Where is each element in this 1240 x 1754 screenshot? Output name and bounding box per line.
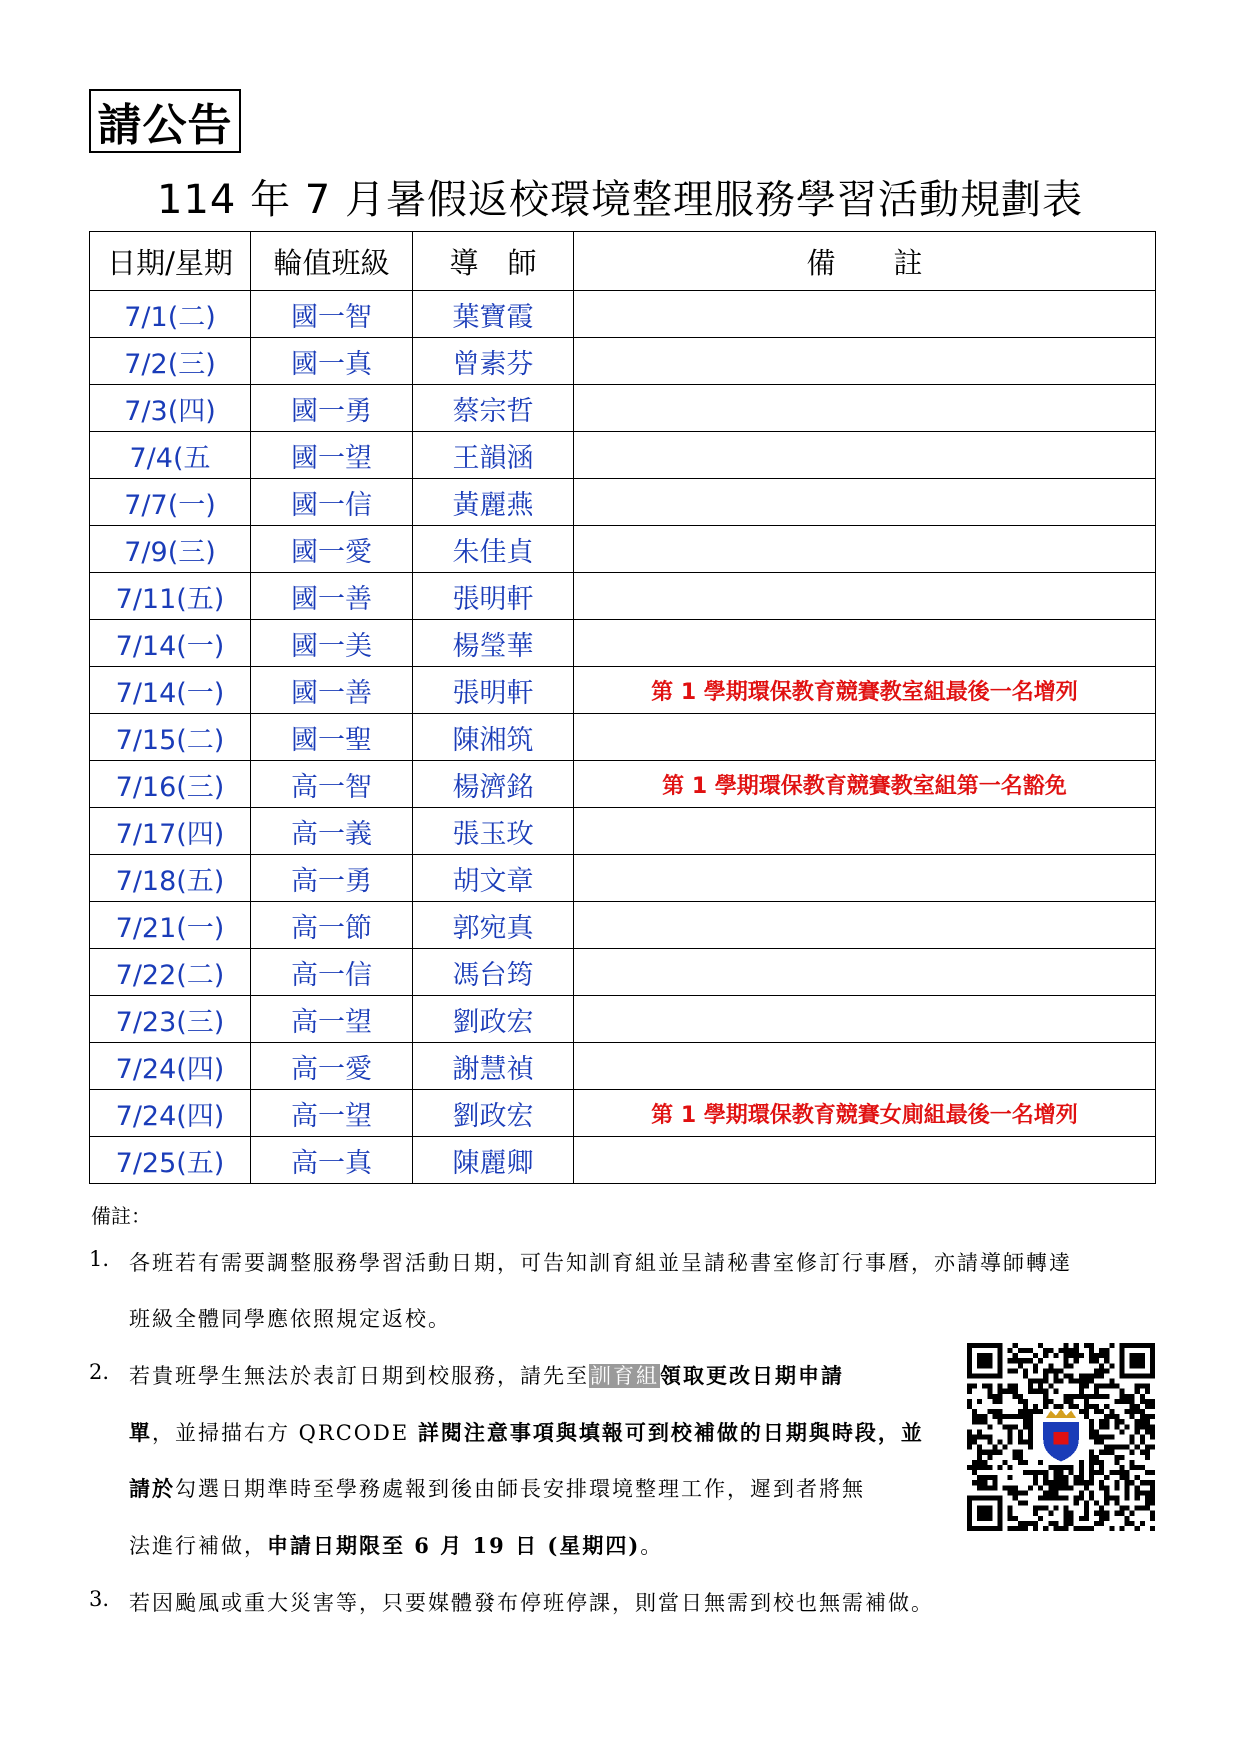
date-cell: 7/14(一) <box>90 620 251 667</box>
teacher-cell: 謝慧禎 <box>413 1043 574 1090</box>
remark-cell <box>574 996 1156 1043</box>
date-cell: 7/22(二) <box>90 949 251 996</box>
date-cell: 7/4(五 <box>90 432 251 479</box>
class-cell: 高一節 <box>251 902 413 949</box>
remark-cell <box>574 949 1156 996</box>
announcement-stamp: 請公告 <box>89 89 241 153</box>
date-cell: 7/14(一) <box>90 667 251 714</box>
date-cell: 7/25(五) <box>90 1137 251 1184</box>
date-cell: 7/18(五) <box>90 855 251 902</box>
table-row <box>90 385 1156 432</box>
note-2-text-h: 法進行補做， <box>129 1534 267 1558</box>
note-2-text-d: ，並掃描右方 QRCODE <box>152 1421 418 1445</box>
teacher-cell: 劉政宏 <box>413 996 574 1043</box>
remark-cell <box>574 432 1156 479</box>
remark-cell <box>574 620 1156 667</box>
table-row <box>90 902 1156 949</box>
date-cell: 7/21(一) <box>90 902 251 949</box>
remark-cell: 第 1 學期環保教育競賽教室組最後一名增列 <box>574 667 1156 714</box>
class-cell: 高一望 <box>251 1090 413 1137</box>
class-cell: 國一善 <box>251 573 413 620</box>
teacher-cell: 陳湘筑 <box>413 714 574 761</box>
note-2-text-e: 詳閱注意事項與填報可到校補做的日期與時段，並 <box>417 1420 924 1445</box>
note-2-text-j: 。 <box>640 1534 664 1558</box>
teacher-cell: 王韻涵 <box>413 432 574 479</box>
note-2-line-4 <box>129 1530 663 1560</box>
class-cell: 國一美 <box>251 620 413 667</box>
class-cell: 國一真 <box>251 338 413 385</box>
remark-cell <box>574 808 1156 855</box>
teacher-cell: 楊瑩華 <box>413 620 574 667</box>
schedule-body <box>90 291 1156 1184</box>
class-cell: 高一愛 <box>251 1043 413 1090</box>
class-cell: 高一信 <box>251 949 413 996</box>
teacher-cell: 葉寶霞 <box>413 291 574 338</box>
remark-cell <box>574 479 1156 526</box>
class-cell: 國一勇 <box>251 385 413 432</box>
date-cell: 7/2(三) <box>90 338 251 385</box>
class-cell: 國一聖 <box>251 714 413 761</box>
teacher-cell: 劉政宏 <box>413 1090 574 1137</box>
header-remarks: 備 註 <box>574 232 1156 291</box>
date-cell: 7/23(三) <box>90 996 251 1043</box>
teacher-cell: 朱佳貞 <box>413 526 574 573</box>
teacher-cell: 張玉玫 <box>413 808 574 855</box>
date-cell: 7/15(二) <box>90 714 251 761</box>
class-cell: 國一望 <box>251 432 413 479</box>
class-cell: 高一真 <box>251 1137 413 1184</box>
table-row <box>90 573 1156 620</box>
remark-cell: 第 1 學期環保教育競賽教室組第一名豁免 <box>574 761 1156 808</box>
note-2-text-a: 若貴班學生無法於表訂日期到校服務，請先至 <box>129 1364 589 1388</box>
note-2-line-1 <box>129 1360 844 1390</box>
remark-cell <box>574 855 1156 902</box>
table-row <box>90 714 1156 761</box>
table-header-row <box>90 232 1156 291</box>
table-row <box>90 949 1156 996</box>
remark-cell <box>574 573 1156 620</box>
remark-cell <box>574 1043 1156 1090</box>
remark-cell <box>574 902 1156 949</box>
table-row <box>90 1043 1156 1090</box>
class-cell: 國一智 <box>251 291 413 338</box>
table-row <box>90 479 1156 526</box>
class-cell: 國一愛 <box>251 526 413 573</box>
table-row <box>90 620 1156 667</box>
remark-cell: 第 1 學期環保教育競賽女廁組最後一名增列 <box>574 1090 1156 1137</box>
note-2-highlight: 訓育組 <box>590 1364 659 1388</box>
date-cell: 7/3(四) <box>90 385 251 432</box>
teacher-cell: 黃麗燕 <box>413 479 574 526</box>
header-class: 輪值班級 <box>251 232 413 291</box>
note-2-text-b: 領取更改日期申請 <box>660 1363 844 1388</box>
note-2-number: 2. <box>89 1360 110 1384</box>
class-cell: 國一信 <box>251 479 413 526</box>
note-2-text-f: 請於 <box>129 1476 175 1501</box>
table-row <box>90 338 1156 385</box>
class-cell: 高一望 <box>251 996 413 1043</box>
teacher-cell: 蔡宗哲 <box>413 385 574 432</box>
table-row <box>90 526 1156 573</box>
teacher-cell: 馮台筠 <box>413 949 574 996</box>
table-row <box>90 808 1156 855</box>
note-3-number: 3. <box>89 1587 110 1611</box>
note-3-line: 若因颱風或重大災害等，只要媒體發布停班停課，則當日無需到校也無需補做。 <box>129 1591 934 1615</box>
qr-code-image[interactable] <box>967 1343 1155 1531</box>
remark-cell <box>574 1137 1156 1184</box>
table-row <box>90 996 1156 1043</box>
class-cell: 國一善 <box>251 667 413 714</box>
schedule-table <box>89 231 1156 1184</box>
date-cell: 7/1(二) <box>90 291 251 338</box>
class-cell: 高一勇 <box>251 855 413 902</box>
date-cell: 7/24(四) <box>90 1090 251 1137</box>
notes-label: 備註： <box>91 1204 151 1228</box>
teacher-cell: 張明軒 <box>413 573 574 620</box>
date-cell: 7/17(四) <box>90 808 251 855</box>
remark-cell <box>574 338 1156 385</box>
header-teacher: 導 師 <box>413 232 574 291</box>
teacher-cell: 張明軒 <box>413 667 574 714</box>
class-cell: 高一義 <box>251 808 413 855</box>
note-1-line-2: 班級全體同學應依照規定返校。 <box>129 1307 451 1331</box>
table-row <box>90 855 1156 902</box>
date-cell: 7/24(四) <box>90 1043 251 1090</box>
table-row <box>90 1137 1156 1184</box>
date-cell: 7/7(一) <box>90 479 251 526</box>
header-date: 日期/星期 <box>90 232 251 291</box>
table-row <box>90 291 1156 338</box>
note-2-text-c: 單 <box>129 1420 152 1445</box>
remark-cell <box>574 714 1156 761</box>
remark-cell <box>574 526 1156 573</box>
table-row <box>90 1090 1156 1137</box>
class-cell: 高一智 <box>251 761 413 808</box>
teacher-cell: 楊濟銘 <box>413 761 574 808</box>
note-1-number: 1. <box>89 1247 110 1271</box>
teacher-cell: 陳麗卿 <box>413 1137 574 1184</box>
note-2-line-3 <box>129 1473 865 1503</box>
table-row <box>90 761 1156 808</box>
remark-cell <box>574 291 1156 338</box>
teacher-cell: 郭宛真 <box>413 902 574 949</box>
note-2-deadline: 申請日期限至 6 月 19 日 (星期四) <box>267 1533 641 1558</box>
table-row <box>90 432 1156 479</box>
note-2-text-g: 勾選日期準時至學務處報到後由師長安排環境整理工作，遲到者將無 <box>175 1477 865 1501</box>
note-2-line-2 <box>129 1417 924 1447</box>
teacher-cell: 曾素芬 <box>413 338 574 385</box>
teacher-cell: 胡文章 <box>413 855 574 902</box>
page-title: 114 年 7 月暑假返校環境整理服務學習活動規劃表 <box>157 177 1083 223</box>
date-cell: 7/9(三) <box>90 526 251 573</box>
table-row <box>90 667 1156 714</box>
date-cell: 7/16(三) <box>90 761 251 808</box>
note-1-line-1: 各班若有需要調整服務學習活動日期，可告知訓育組並呈請秘書室修訂行事曆，亦請導師轉達 <box>129 1251 1072 1275</box>
remark-cell <box>574 385 1156 432</box>
date-cell: 7/11(五) <box>90 573 251 620</box>
